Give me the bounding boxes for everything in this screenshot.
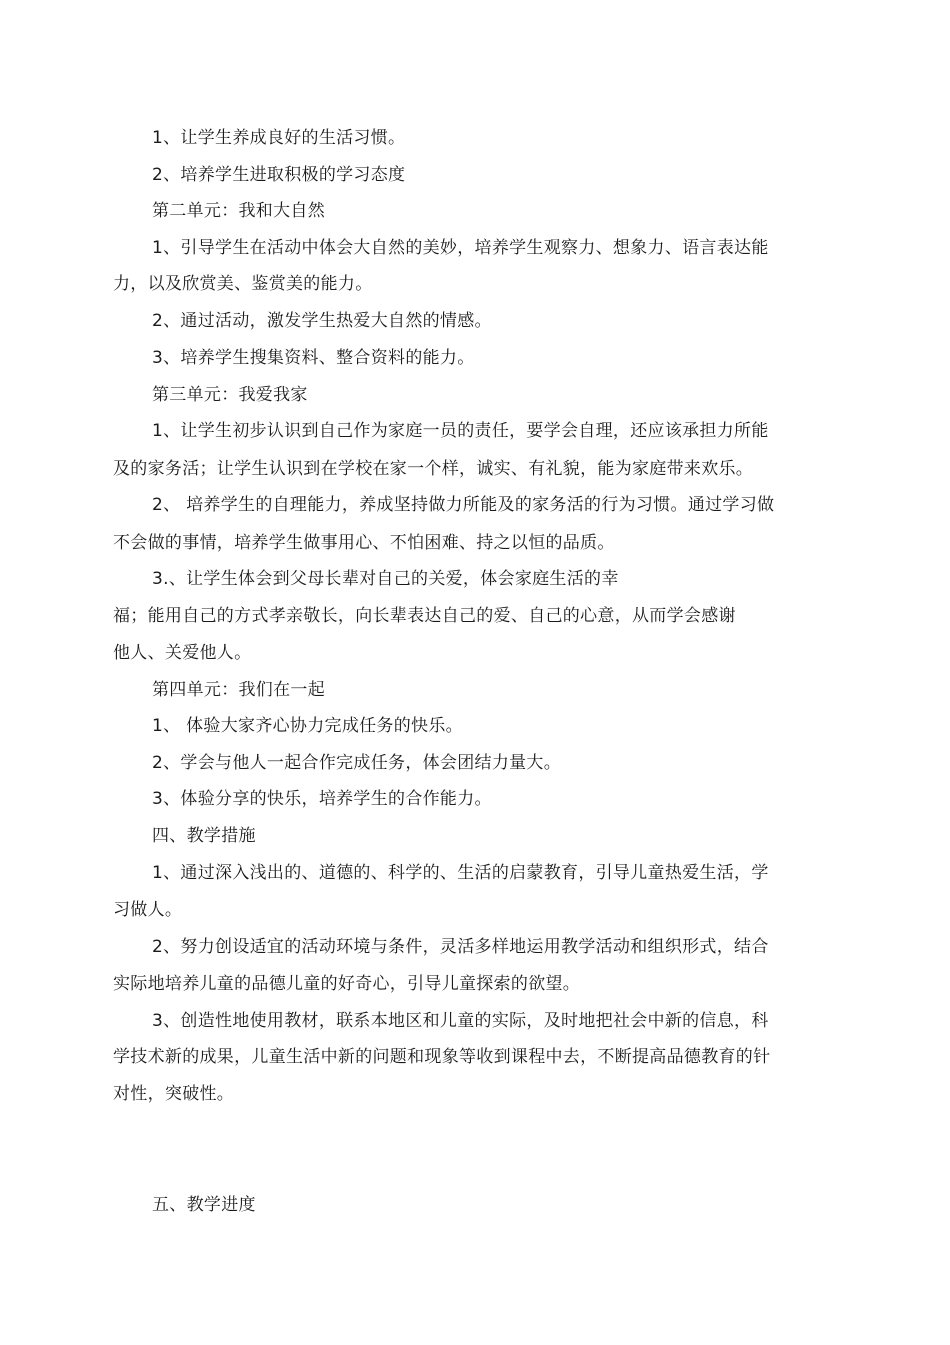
unit3-heading: 第三单元：我爱我家 (152, 385, 308, 405)
measure-3-line1: 3、创造性地使用教材，联系本地区和儿童的实际，及时地把社会中新的信息，科 (152, 1011, 769, 1031)
measure-1-line1: 1、通过深入浅出的、道德的、科学的、生活的启蒙教育，引导儿童热爱生活，学 (152, 863, 769, 883)
unit3-goal-1-line2: 及的家务活；让学生认识到在学校在家一个样，诚实、有礼貌，能为家庭带来欢乐。 (113, 459, 754, 479)
unit4-goal-1: 1、 体验大家齐心协力完成任务的快乐。 (152, 716, 463, 736)
unit3-goal-3-line2: 福；能用自己的方式孝亲敬长，向长辈表达自己的爱、自己的心意，从而学会感谢 (113, 606, 736, 626)
unit4-goal-2: 2、学会与他人一起合作完成任务，体会团结力量大。 (152, 753, 562, 773)
unit2-goal-2: 2、通过活动，激发学生热爱大自然的情感。 (152, 311, 492, 331)
measure-2-line1: 2、努力创设适宜的活动环境与条件，灵活多样地运用教学活动和组织形式，结合 (152, 937, 769, 957)
measure-3-line2: 学技术新的成果，儿童生活中新的问题和现象等收到课程中去，不断提高品德教育的针 (113, 1047, 771, 1067)
unit2-goal-3: 3、培养学生搜集资料、整合资料的能力。 (152, 348, 475, 368)
unit4-goal-3: 3、体验分享的快乐，培养学生的合作能力。 (152, 789, 492, 809)
measure-3-line3: 对性，突破性。 (113, 1084, 235, 1104)
unit3-goal-2-line2: 不会做的事情，培养学生做事用心、不怕困难、持之以恒的品质。 (113, 533, 615, 553)
unit1-goal-2: 2、培养学生进取积极的学习态度 (152, 165, 406, 185)
unit3-goal-3-line1: 3.、让学生体会到父母长辈对自己的关爱，体会家庭生活的幸 (152, 569, 619, 589)
unit1-goal-1: 1、让学生养成良好的生活习惯。 (152, 128, 406, 148)
measure-1-line2: 习做人。 (113, 900, 183, 920)
section4-heading: 四、教学措施 (152, 826, 256, 846)
unit4-heading: 第四单元：我们在一起 (152, 680, 325, 700)
unit2-goal-1-line2: 力，以及欣赏美、鉴赏美的能力。 (113, 274, 373, 294)
unit3-goal-2-line1: 2、 培养学生的自理能力，养成坚持做力所能及的家务活的行为习惯。通过学习做 (152, 495, 775, 515)
unit2-heading: 第二单元：我和大自然 (152, 201, 325, 221)
section5-heading: 五、教学进度 (152, 1195, 256, 1215)
measure-2-line2: 实际地培养儿童的品德儿童的好奇心，引导儿童探索的欲望。 (113, 974, 581, 994)
unit3-goal-3-line3: 他人、关爱他人。 (113, 643, 252, 663)
unit3-goal-1-line1: 1、让学生初步认识到自己作为家庭一员的责任，要学会自理，还应该承担力所能 (152, 421, 769, 441)
unit2-goal-1-line1: 1、引导学生在活动中体会大自然的美妙，培养学生观察力、想象力、语言表达能 (152, 238, 769, 258)
